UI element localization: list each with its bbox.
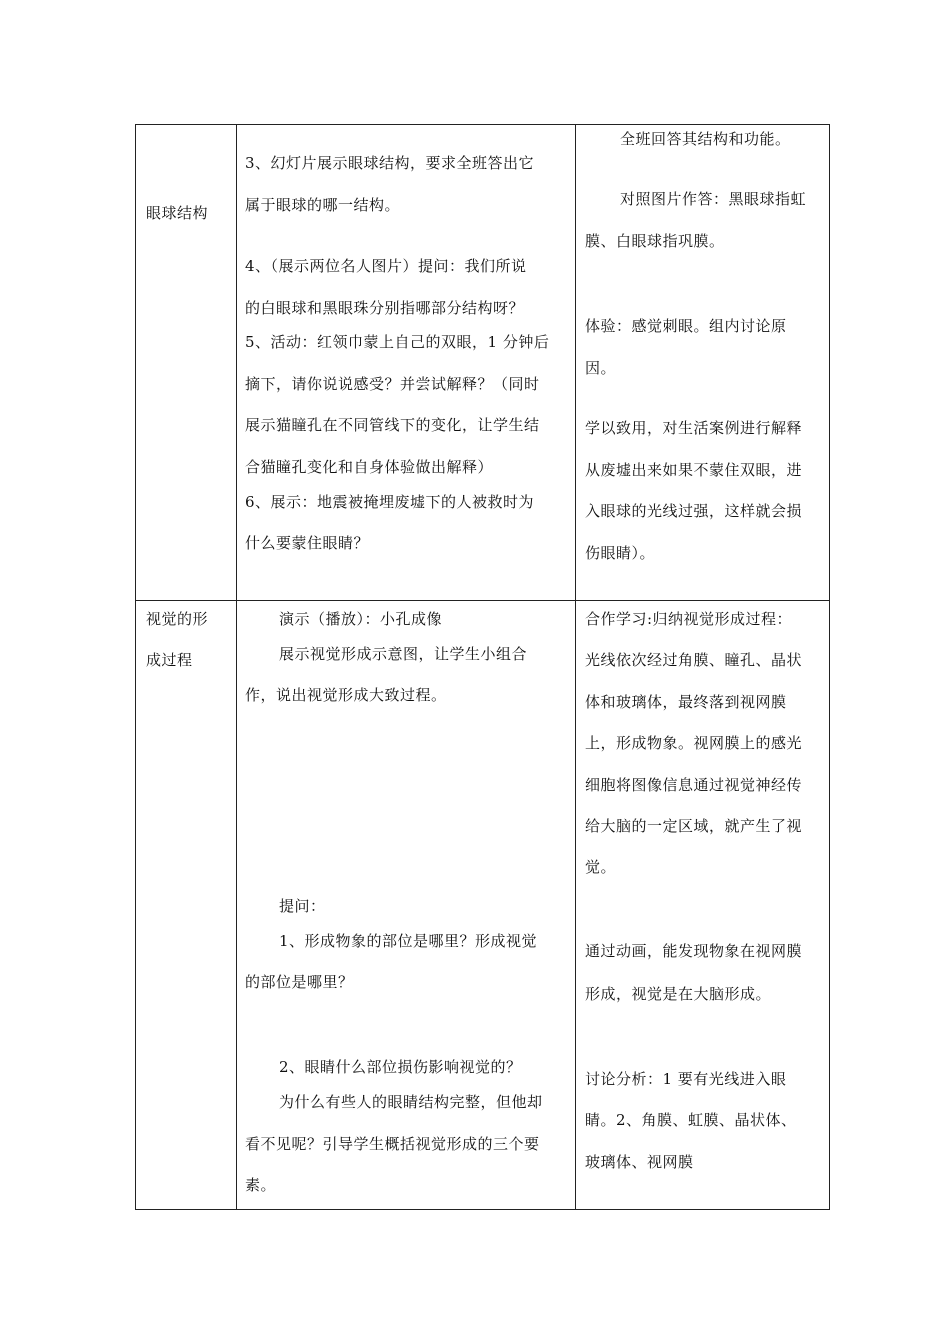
teacher-line: 演示（播放）：小孔成像	[279, 610, 443, 628]
row-title: 眼球结构	[146, 204, 209, 222]
teacher-line: 什么要蒙住眼睛？	[245, 534, 370, 552]
student-line: 从废墟出来如果不蒙住双眼，进	[585, 461, 803, 479]
student-line: 伤眼睛）。	[585, 544, 656, 562]
student-line: 因。	[585, 359, 617, 377]
teacher-line: 展示猫瞳孔在不同管线下的变化，让学生结	[245, 416, 540, 434]
teacher-line: 摘下，请你说说感受？并尝试解释？（同时	[245, 375, 540, 393]
student-line: 对照图片作答：黑眼球指虹	[620, 190, 807, 208]
teacher-line: 的部位是哪里？	[245, 973, 354, 991]
student-line: 上，形成物象。视网膜上的感光	[585, 734, 803, 752]
student-line: 睛。2、角膜、虹膜、晶状体、	[585, 1111, 797, 1129]
teacher-line: 5、活动：红领巾蒙上自己的双眼，1 分钟后	[245, 333, 550, 351]
student-line: 给大脑的一定区域，就产生了视	[585, 817, 803, 835]
row-title: 视觉的形	[146, 610, 209, 628]
teacher-line: 作，说出视觉形成大致过程。	[245, 686, 447, 704]
teacher-line: 3、幻灯片展示眼球结构，要求全班答出它	[245, 154, 535, 172]
student-line: 形成，视觉是在大脑形成。	[585, 985, 772, 1003]
column-divider	[236, 125, 237, 1209]
teacher-line: 合猫瞳孔变化和自身体验做出解释）	[245, 458, 494, 476]
teacher-line: 展示视觉形成示意图，让学生小组合	[279, 645, 528, 663]
teacher-line: 素。	[245, 1176, 277, 1194]
teacher-line: 6、展示：地震被掩埋废墟下的人被救时为	[245, 493, 535, 511]
teacher-line: 4、（展示两位名人图片）提问：我们所说	[245, 257, 527, 275]
row-divider	[136, 600, 829, 601]
lesson-table	[135, 124, 830, 1210]
student-line: 学以致用，对生活案例进行解释	[585, 419, 803, 437]
student-line: 通过动画，能发现物象在视网膜	[585, 942, 803, 960]
student-line: 光线依次经过角膜、瞳孔、晶状	[585, 651, 803, 669]
teacher-line: 为什么有些人的眼睛结构完整，但他却	[279, 1093, 543, 1111]
student-line: 合作学习:归纳视觉形成过程：	[585, 610, 793, 628]
student-line: 入眼球的光线过强，这样就会损	[585, 502, 803, 520]
column-divider	[575, 125, 576, 1209]
student-line: 讨论分析：1 要有光线进入眼	[585, 1070, 787, 1088]
student-line: 全班回答其结构和功能。	[620, 130, 791, 148]
row-title: 成过程	[146, 651, 193, 669]
student-line: 觉。	[585, 858, 617, 876]
teacher-line: 看不见呢？引导学生概括视觉形成的三个要	[245, 1135, 540, 1153]
teacher-line: 的白眼球和黑眼珠分别指哪部分结构呀？	[245, 299, 525, 317]
teacher-line: 1、形成物象的部位是哪里？形成视觉	[279, 932, 538, 950]
student-line: 体验：感觉刺眼。组内讨论原	[585, 317, 787, 335]
teacher-line: 2、眼睛什么部位损伤影响视觉的？	[279, 1058, 522, 1076]
student-line: 膜、白眼球指巩膜。	[585, 232, 725, 250]
student-line: 体和玻璃体，最终落到视网膜	[585, 693, 787, 711]
teacher-line: 提问：	[279, 897, 326, 915]
teacher-line: 属于眼球的哪一结构。	[245, 196, 401, 214]
student-line: 细胞将图像信息通过视觉神经传	[585, 776, 803, 794]
student-line: 玻璃体、视网膜	[585, 1153, 694, 1171]
